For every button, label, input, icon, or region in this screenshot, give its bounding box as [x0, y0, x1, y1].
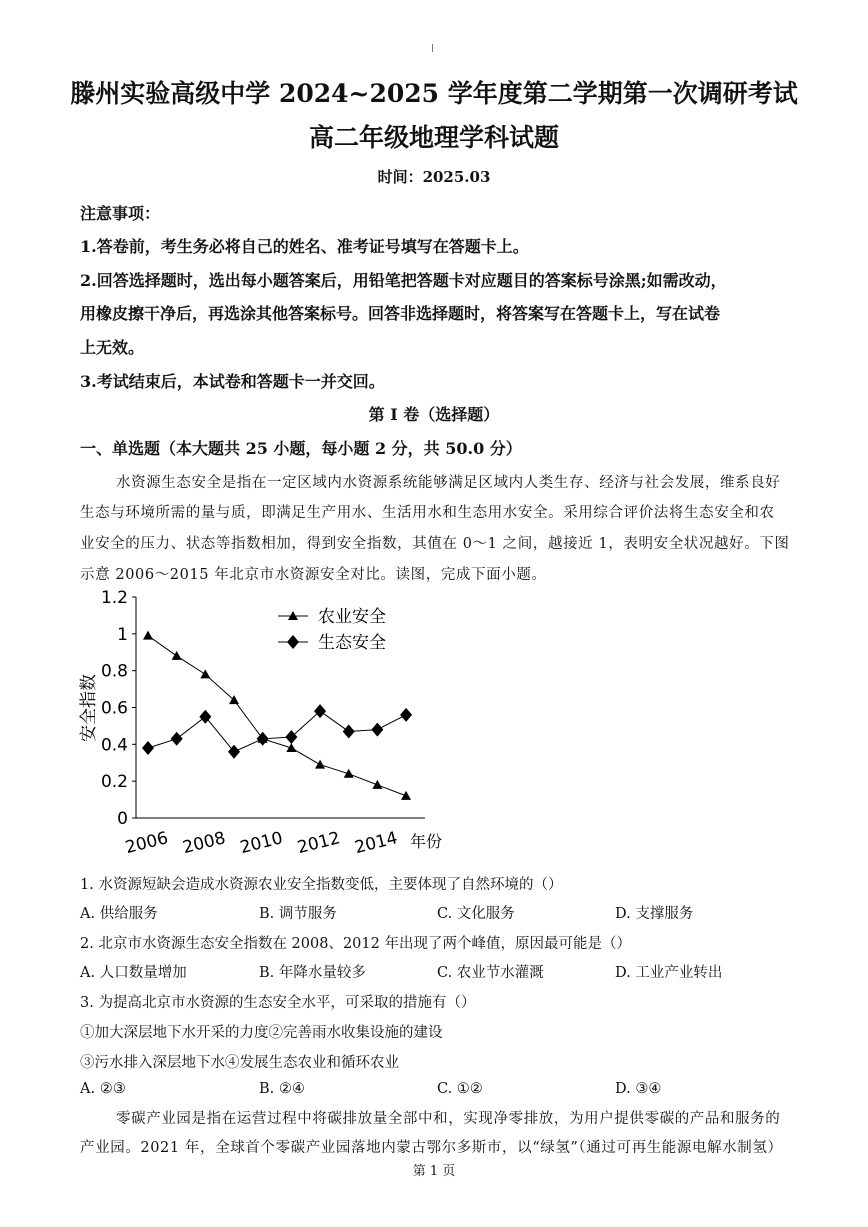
series-line: [148, 636, 406, 796]
notice-item-1: 1.答卷前，考生务必将自己的姓名、准考证号填写在答题卡上。: [80, 237, 529, 256]
series-ecology: [142, 704, 412, 759]
q3-option-a[interactable]: A. ②③: [80, 1081, 126, 1097]
q3-option-c[interactable]: C. ①②: [437, 1081, 483, 1097]
x-tick-label: 2010: [238, 828, 285, 859]
passage2-line-2: 产业园。2021 年，全球首个零碳产业园落地内蒙古鄂尔多斯市，以“绿氢”（通过可再生能源电解水制氢）: [80, 1140, 783, 1156]
notice-item-3: 3.考试结束后，本试卷和答题卡一并交回。: [80, 372, 385, 391]
legend-label: 农业安全: [318, 607, 386, 627]
diamond-point: [171, 732, 183, 746]
water-safety-chart: [70, 585, 470, 865]
chart-legend: [278, 607, 386, 653]
y-tick-label: 0.6: [100, 698, 128, 719]
single-choice-heading: 一、单选题（本大题共 25 小题，每小题 2 分，共 50.0 分）: [80, 439, 522, 458]
q1-option-b[interactable]: B. 调节服务: [259, 906, 337, 922]
q1-option-a[interactable]: A. 供给服务: [80, 906, 158, 922]
q3-option-b[interactable]: B. ②④: [259, 1081, 305, 1097]
triangle-point: [315, 760, 325, 769]
diamond-point: [285, 730, 297, 744]
passage1-line-1: 水资源生态安全是指在一定区域内水资源系统能够满足区域内人类生存、经济与社会发展，维系良好: [116, 475, 781, 491]
exam-title: 滕州实验高级中学 2024~2025 学年度第二学期第一次调研考试: [70, 79, 798, 108]
passage2-line-1: 零碳产业园是指在运营过程中将碳排放量全部中和，实现净零排放，为用户提供零碳的产品和服务的: [116, 1111, 781, 1127]
series-layer: [142, 631, 412, 800]
y-tick-label: 0.4: [100, 735, 128, 756]
x-tick-label: 2014: [352, 828, 400, 859]
q3-statements-2: ③污水排入深层地下水④发展生态农业和循环农业: [80, 1055, 399, 1071]
part-title: 第 I 卷（选择题）: [368, 405, 500, 424]
exam-time: 时间：2025.03: [377, 168, 491, 186]
y-tick-label: 1: [117, 624, 128, 645]
series-line: [148, 711, 406, 752]
notice-item-2-line-3: 上无效。: [80, 338, 145, 357]
question-1-stem: 1. 水资源短缺会造成水资源农业安全指数变低，主要体现了自然环境的（）: [80, 877, 563, 893]
q1-option-d[interactable]: D. 支撑服务: [615, 906, 694, 922]
legend-label: 生态安全: [318, 633, 386, 653]
x-tick-label: 2006: [123, 828, 171, 859]
triangle-point: [344, 769, 354, 778]
diamond-point: [371, 723, 383, 737]
legend-marker: [287, 635, 299, 649]
diamond-point: [314, 704, 326, 718]
notice-item-2-line-1: 2.回答选择题时，选出每小题答案后，用铅笔把答题卡对应题目的答案标号涂黑;如需改动，: [80, 271, 727, 290]
triangle-point: [286, 743, 296, 752]
x-tick-label: 2008: [180, 828, 228, 859]
triangle-point: [172, 651, 182, 660]
q1-option-c[interactable]: C. 文化服务: [437, 906, 515, 922]
q3-option-d[interactable]: D. ③④: [615, 1081, 662, 1097]
y-tick-label: 0.8: [100, 661, 128, 682]
series-agriculture: [143, 631, 411, 800]
notice-heading: 注意事项：: [80, 204, 161, 223]
q3-statements-1: ①加大深层地下水开采的力度②完善雨水收集设施的建设: [80, 1025, 443, 1041]
passage1-line-2: 生态与环境所需的量与质，即满足生产用水、生活用水和生态用水安全。采用综合评价法将生态安全和农: [80, 505, 775, 521]
q2-option-c[interactable]: C. 农业节水灌溉: [437, 965, 544, 981]
diamond-point: [400, 708, 412, 722]
chart-axes: [136, 597, 425, 818]
diamond-point: [142, 741, 154, 755]
passage1-line-4: 示意 2006～2015 年北京市水资源安全对比。读图，完成下面小题。: [80, 567, 547, 583]
scan-mark: [432, 44, 433, 52]
triangle-point: [372, 780, 382, 789]
q2-option-d[interactable]: D. 工业产业转出: [615, 965, 723, 981]
y-tick-label: 0: [117, 809, 128, 829]
passage1-line-3: 业安全的压力、状态等指数相加，得到安全指数，其值在 0～1 之间，越接近 1，表明安全状况越好。下图: [80, 536, 790, 552]
triangle-point: [200, 669, 210, 678]
y-axis-label: 安全指数: [79, 674, 99, 742]
triangle-point: [401, 791, 411, 800]
diamond-point: [343, 724, 355, 738]
y-tick-label: 0.2: [100, 772, 128, 793]
question-3-stem: 3. 为提高北京市水资源的生态安全水平，可采取的措施有（）: [80, 995, 476, 1011]
q2-option-a[interactable]: A. 人口数量增加: [80, 965, 187, 981]
x-axis-ticks: [123, 828, 399, 858]
exam-subtitle: 高二年级地理学科试题: [308, 123, 559, 152]
y-tick-label: 1.2: [100, 588, 128, 608]
q2-option-b[interactable]: B. 年降水量较多: [259, 965, 366, 981]
notice-item-2-line-2: 用橡皮擦干净后，再选涂其他答案标号。回答非选择题时，将答案写在答题卡上，写在试卷: [80, 304, 721, 323]
y-axis-ticks: [101, 588, 136, 829]
question-2-stem: 2. 北京市水资源生态安全指数在 2008、2012 年出现了两个峰值，原因最可能是（）: [80, 936, 631, 952]
triangle-point: [143, 631, 153, 640]
page-number: 第 1 页: [412, 1164, 456, 1179]
x-tick-label: 2012: [295, 828, 343, 859]
x-axis-unit-label: 年份: [410, 832, 443, 851]
